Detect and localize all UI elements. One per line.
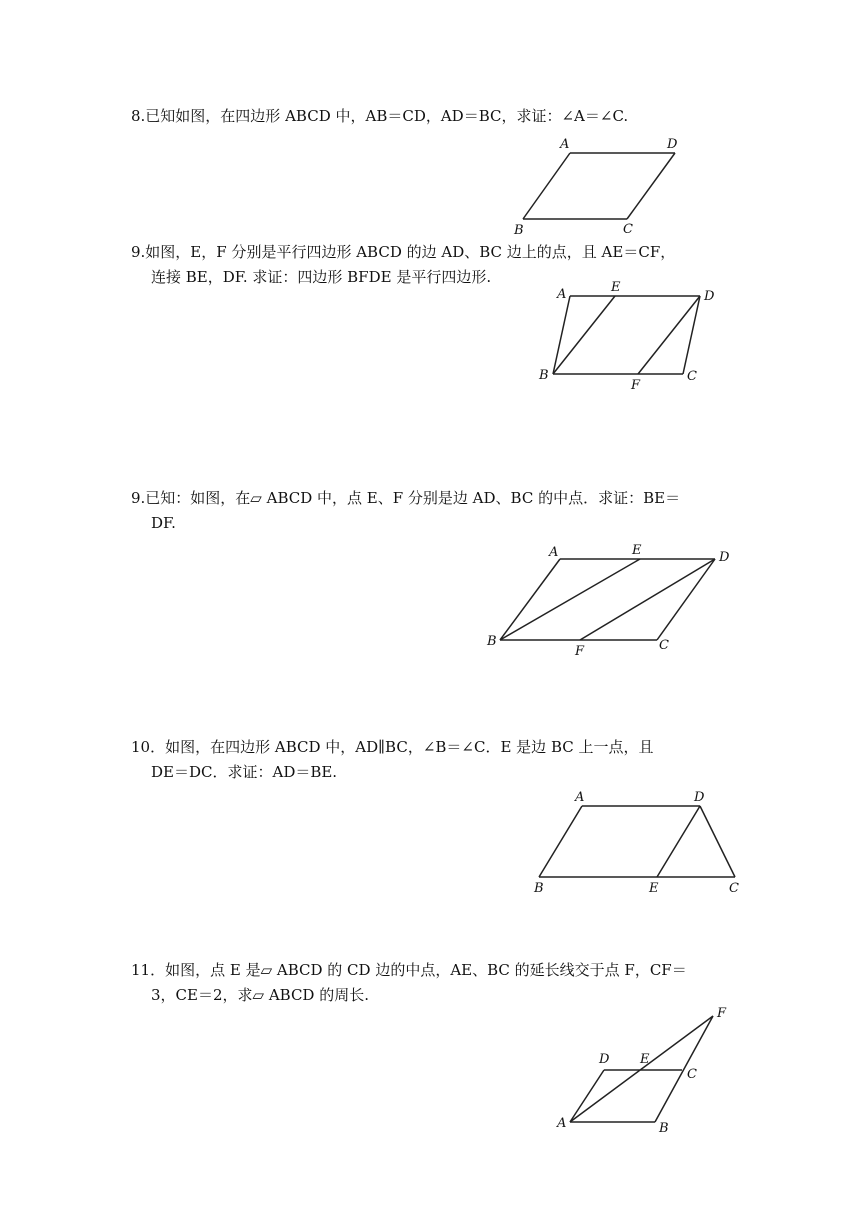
- segment-DF: [638, 296, 700, 374]
- label-D: D: [704, 289, 715, 304]
- problem-11-text-line1: 11．如图，点 E 是▱ ABCD 的 CD 边的中点，AE、BC 的延长线交于点 F，CF＝: [131, 961, 687, 979]
- segment-DC: [700, 806, 735, 877]
- label-C: C: [687, 1067, 697, 1082]
- segment-AB: [539, 806, 582, 877]
- label-B: B: [514, 223, 524, 238]
- label-D: D: [599, 1052, 610, 1067]
- segment-BE: [500, 559, 640, 640]
- label-B: B: [659, 1121, 669, 1136]
- problem-10-text-line1: 10．如图，在四边形 ABCD 中，AD∥BC，∠B＝∠C．E 是边 BC 上一点，且: [131, 738, 654, 756]
- segment-BE: [553, 296, 615, 374]
- label-D: D: [694, 790, 705, 805]
- segment-DF: [580, 559, 715, 640]
- figure-10: [525, 786, 750, 896]
- label-A: A: [557, 1116, 567, 1131]
- segment-CD: [627, 153, 675, 219]
- problem-9a-text-line2: 连接 BE，DF. 求证：四边形 BFDE 是平行四边形.: [151, 268, 492, 286]
- label-F: F: [717, 1006, 727, 1021]
- segment-CD: [657, 559, 715, 640]
- problem-9b-text-line1: 9.已知：如图，在▱ ABCD 中，点 E、F 分别是边 AD、BC 的中点．求证：BE＝: [131, 489, 681, 507]
- label-D: D: [719, 550, 730, 565]
- label-E: E: [640, 1052, 650, 1067]
- figure-9a: [535, 278, 725, 393]
- segment-DA: [570, 1070, 604, 1122]
- problem-8: [131, 104, 731, 129]
- problem-10-text-line2: DE＝DC．求证：AD＝BE.: [151, 763, 338, 781]
- figure-8-svg: [505, 134, 685, 239]
- label-F: F: [575, 644, 585, 659]
- figure-9b-svg: [485, 540, 745, 660]
- label-D: D: [667, 137, 678, 152]
- problem-8-text: 8.已知如图，在四边形 ABCD 中，AB＝CD，AD＝BC，求证：∠A＝∠C.: [131, 107, 629, 125]
- problem-9a-text-line1: 9.如图，E，F 分别是平行四边形 ABCD 的边 AD、BC 边上的点，且 AE＝CF，: [131, 243, 676, 261]
- label-A: A: [557, 287, 567, 302]
- label-A: A: [560, 137, 570, 152]
- figure-11-svg: [550, 1000, 740, 1140]
- label-C: C: [687, 369, 697, 384]
- label-B: B: [487, 634, 497, 649]
- label-C: C: [729, 881, 739, 896]
- segment-AB: [500, 559, 560, 640]
- label-E: E: [632, 543, 642, 558]
- problem-10: [131, 735, 731, 785]
- label-B: B: [539, 368, 549, 383]
- problem-9b: [131, 486, 731, 536]
- figure-9b: [485, 540, 745, 660]
- problem-11-text-line2: 3，CE＝2，求▱ ABCD 的周长.: [151, 986, 369, 1004]
- segment-BF: [655, 1016, 713, 1122]
- problem-9b-text-line2: DF.: [151, 514, 176, 532]
- figure-11: [550, 1000, 740, 1140]
- figure-8: [505, 134, 685, 239]
- figure-10-svg: [525, 786, 750, 896]
- label-E: E: [611, 280, 621, 295]
- label-C: C: [623, 222, 633, 237]
- segment-AB: [523, 153, 570, 219]
- label-A: A: [549, 545, 559, 560]
- label-C: C: [659, 638, 669, 653]
- label-F: F: [631, 378, 641, 393]
- label-B: B: [534, 881, 544, 896]
- label-A: A: [575, 790, 585, 805]
- figure-9a-svg: [535, 278, 725, 393]
- segment-DE: [657, 806, 700, 877]
- label-E: E: [649, 881, 659, 896]
